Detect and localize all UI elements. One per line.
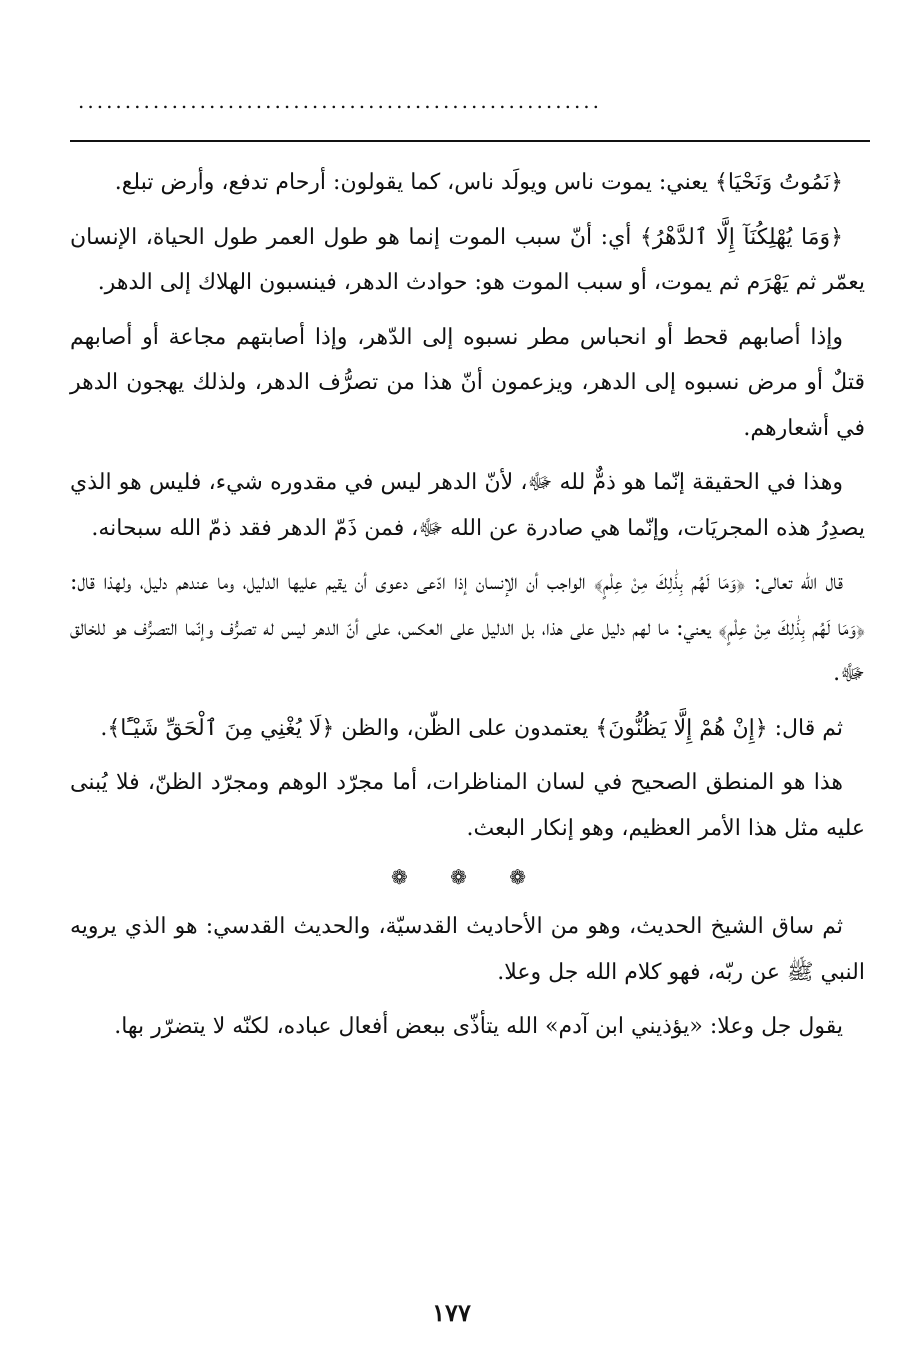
header-rule (70, 140, 870, 142)
paragraph: قال الله تعالى: ﴿وَمَا لَهُم بِذَٰلِكَ مِنْ عِلْمٍ﴾ الواجب أن الإنسان إذا ادّعى دعوى أن يقيم عليها الدليل، وما عندهم دليل، ولهذا قال: ﴿وَمَا لَهُم بِذَٰلِكَ مِنْ عِلْمٍ﴾ يعني: ما لهم دليل على هذا، بل الدليل على العكس، على أنّ الدهر ليس له تصرُّف وإنّما التصرُّف هو للخالق ﷻ. (70, 570, 865, 686)
section-divider-ornaments: ❁ ❁ ❁ (391, 865, 544, 889)
paragraph: ثم ساق الشيخ الحديث، وهو من الأحاديث القدسيّة، والحديث القدسي: هو الذي يرويه النبي ﷺ عن ربّه، فهو كلام الله جل وعلا. (70, 914, 865, 985)
paragraph: ثم قال: ﴿إِنْ هُمْ إِلَّا يَظُنُّونَ﴾ يعتمدون على الظّن، والظن ﴿لَا يُغْنِي مِنَ ٱلْحَقِّ شَيْـًٔا﴾. (100, 715, 843, 741)
paragraph: هذا هو المنطق الصحيح في لسان المناظرات، أما مجرّد الوهم ومجرّد الظنّ، فلا يُبنى عليه مثل هذا الأمر العظيم، وهو إنكار البعث. (70, 770, 865, 841)
header-dotted-line: ........................................................ (78, 89, 603, 113)
page-body (70, 160, 865, 1059)
paragraph: ﴿وَمَا يُهْلِكُنَآ إِلَّا ٱلدَّهْرُ﴾ أي: أنّ سبب الموت إنما هو طول العمر طول الحياة، الإنسان يعمّر ثم يَهْرَم ثم يموت، أو سبب الموت هو: حوادث الدهر، فينسبون الهلاك إلى الدهر. (70, 224, 865, 295)
paragraph: وهذا في الحقيقة إنّما هو ذمٌّ لله ﷻ، لأنّ الدهر ليس في مقدوره شيء، فليس هو الذي يصدِرُ هذه المجريَات، وإنّما هي صادرة عن الله ﷻ، فمن ذَمّ الدهر فقد ذمّ الله سبحانه. (70, 470, 865, 541)
paragraph: ﴿نَمُوتُ وَنَحْيَا﴾ يعني: يموت ناس ويولَد ناس، كما يقولون: أرحام تدفع، وأرض تبلع. (114, 170, 843, 195)
paragraph: وإذا أصابهم قحط أو انحباس مطر نسبوه إلى الدّهر، وإذا أصابتهم مجاعة أو أصابهم قتلٌ أو مرض نسبوه إلى الدهر، ويزعمون أنّ هذا من تصرُّف الدهر، ولذلك يهجون الدهر في أشعارهم. (70, 324, 865, 441)
paragraph: يقول جل وعلا: «يؤذيني ابن آدم» الله يتأذّى ببعض أفعال عباده، لكنّه لا يتضرّر بها. (114, 1014, 843, 1039)
page-number: ١٧٧ (432, 1298, 471, 1327)
